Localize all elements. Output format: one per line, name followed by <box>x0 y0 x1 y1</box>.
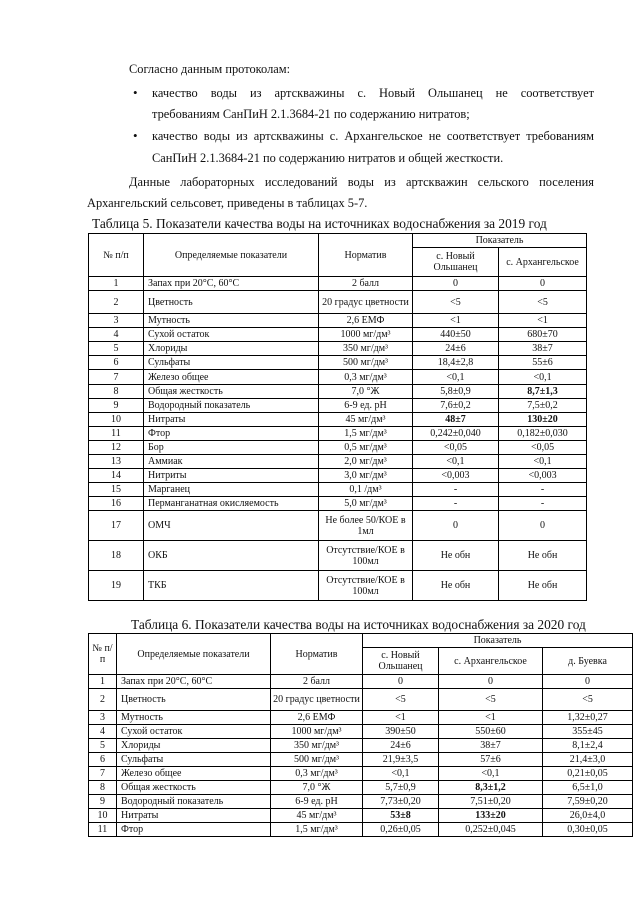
table-row <box>89 767 633 781</box>
norm-value: 350 мг/дм³ <box>319 342 413 356</box>
value-v1: 0 <box>413 511 499 541</box>
value-v2: 0 <box>499 511 587 541</box>
indicator-name: ОМЧ <box>144 511 319 541</box>
table-row <box>89 469 587 483</box>
value-v3: 7,59±0,20 <box>543 795 633 809</box>
value-v1: - <box>413 497 499 511</box>
value-v2: 0 <box>499 277 587 291</box>
row-number: 6 <box>89 356 144 370</box>
value-v3: 1,32±0,27 <box>543 711 633 725</box>
table-6-header-col1: с. Новый Ольшанец <box>363 648 439 675</box>
value-v3: 355±45 <box>543 725 633 739</box>
value-v2: <1 <box>499 314 587 328</box>
norm-value: Отсутствие/КОЕ в 100мл <box>319 571 413 601</box>
value-v2: - <box>499 483 587 497</box>
value-v2: <0,05 <box>499 440 587 454</box>
table-6-header-num: № п/п <box>89 634 117 675</box>
row-number: 14 <box>89 469 144 483</box>
row-number: 19 <box>89 571 144 601</box>
value-v2: <0,1 <box>499 370 587 384</box>
value-v3: 6,5±1,0 <box>543 781 633 795</box>
value-v1: <0,1 <box>413 370 499 384</box>
value-v3: 0,21±0,05 <box>543 767 633 781</box>
norm-value: 20 градус цветности <box>319 291 413 314</box>
row-number: 4 <box>89 328 144 342</box>
bullet-marker: • <box>133 85 138 100</box>
table-6-caption: Таблица 6. Показатели качества воды на источниках водоснабжения за 2020 год <box>131 617 586 632</box>
indicator-name: Аммиак <box>144 455 319 469</box>
bullet-marker: • <box>133 128 138 143</box>
norm-value: 0,1 /дм³ <box>319 483 413 497</box>
row-number: 15 <box>89 483 144 497</box>
norm-value: 2,0 мг/дм³ <box>319 455 413 469</box>
norm-value: 2,6 ЕМФ <box>271 711 363 725</box>
row-number: 13 <box>89 455 144 469</box>
indicator-name: Запах при 20°С, 60°С <box>144 277 319 291</box>
indicator-name: Железо общее <box>144 370 319 384</box>
indicator-name: Цветность <box>144 291 319 314</box>
row-number: 1 <box>89 277 144 291</box>
indicator-name: Нитраты <box>117 809 271 823</box>
value-v2: 130±20 <box>499 412 587 426</box>
norm-value: Отсутствие/КОЕ в 100мл <box>319 541 413 571</box>
norm-value: 500 мг/дм³ <box>271 753 363 767</box>
value-v2: Не обн <box>499 571 587 601</box>
value-v1: 0,242±0,040 <box>413 426 499 440</box>
norm-value: 45 мг/дм³ <box>271 809 363 823</box>
value-v2: 38±7 <box>439 739 543 753</box>
value-v2: 57±6 <box>439 753 543 767</box>
table-6-header-col2: с. Архангельское <box>439 648 543 675</box>
row-number: 2 <box>89 689 117 711</box>
row-number: 10 <box>89 809 117 823</box>
value-v2: <1 <box>439 711 543 725</box>
row-number: 10 <box>89 412 144 426</box>
norm-value: 1000 мг/дм³ <box>271 725 363 739</box>
norm-value: 1,5 мг/дм³ <box>319 426 413 440</box>
value-v2: 8,7±1,3 <box>499 384 587 398</box>
bullet-2-line-2: СанПиН 2.1.3684-21 по содержанию нитратов и общей жесткости. <box>152 151 504 165</box>
table-row <box>89 689 633 711</box>
value-v1: 0 <box>363 675 439 689</box>
row-number: 6 <box>89 753 117 767</box>
indicator-name: ОКБ <box>144 541 319 571</box>
indicator-name: Нитраты <box>144 412 319 426</box>
value-v1: <5 <box>363 689 439 711</box>
table-6-header-col3: д. Буевка <box>543 648 633 675</box>
row-number: 17 <box>89 511 144 541</box>
norm-value: 1,5 мг/дм³ <box>271 823 363 837</box>
indicator-name: Хлориды <box>117 739 271 753</box>
paragraph-line-2: Архангельский сельсовет, приведены в таблицах 5-7. <box>87 196 368 210</box>
value-v1: 48±7 <box>413 412 499 426</box>
table-row <box>89 725 633 739</box>
table-row <box>89 753 633 767</box>
table-row <box>89 511 587 541</box>
value-v1: 0 <box>413 277 499 291</box>
table-row <box>89 370 587 384</box>
indicator-name: Мутность <box>144 314 319 328</box>
table-row <box>89 426 587 440</box>
table-row <box>89 675 633 689</box>
row-number: 8 <box>89 781 117 795</box>
bullet-1-line-1: качество воды из артскважины с. Новый Ольшанец не соответствует <box>152 86 594 100</box>
row-number: 18 <box>89 541 144 571</box>
value-v1: <0,05 <box>413 440 499 454</box>
value-v3: <5 <box>543 689 633 711</box>
row-number: 2 <box>89 291 144 314</box>
table-row <box>89 356 587 370</box>
norm-value: Не более 50/КОЕ в 1мл <box>319 511 413 541</box>
norm-value: 0,3 мг/дм³ <box>319 370 413 384</box>
value-v2: - <box>499 497 587 511</box>
value-v2: 8,3±1,2 <box>439 781 543 795</box>
norm-value: 1000 мг/дм³ <box>319 328 413 342</box>
value-v1: Не обн <box>413 571 499 601</box>
value-v1: 5,7±0,9 <box>363 781 439 795</box>
indicator-name: Запах при 20°С, 60°С <box>117 675 271 689</box>
table-5-header-norm: Норматив <box>319 234 413 277</box>
row-number: 16 <box>89 497 144 511</box>
value-v2: 7,5±0,2 <box>499 398 587 412</box>
table-row <box>89 412 587 426</box>
table-6-header-group: Показатель <box>363 634 633 648</box>
norm-value: 45 мг/дм³ <box>319 412 413 426</box>
value-v2: 55±6 <box>499 356 587 370</box>
row-number: 1 <box>89 675 117 689</box>
value-v1: 0,26±0,05 <box>363 823 439 837</box>
value-v1: 7,6±0,2 <box>413 398 499 412</box>
row-number: 3 <box>89 314 144 328</box>
value-v1: 24±6 <box>413 342 499 356</box>
indicator-name: Марганец <box>144 483 319 497</box>
row-number: 12 <box>89 440 144 454</box>
value-v1: <1 <box>413 314 499 328</box>
norm-value: 20 градус цветности <box>271 689 363 711</box>
value-v1: 440±50 <box>413 328 499 342</box>
indicator-name: Водородный показатель <box>144 398 319 412</box>
row-number: 11 <box>89 426 144 440</box>
indicator-name: Перманганатная окисляемость <box>144 497 319 511</box>
table-row <box>89 398 587 412</box>
table-row <box>89 314 587 328</box>
indicator-name: Общая жесткость <box>144 384 319 398</box>
row-number: 5 <box>89 739 117 753</box>
paragraph-line-1: Данные лабораторных исследований воды из артскважин сельского поселения <box>129 175 594 189</box>
row-number: 9 <box>89 398 144 412</box>
norm-value: 5,0 мг/дм³ <box>319 497 413 511</box>
value-v2: 133±20 <box>439 809 543 823</box>
table-5-header-col2: с. Архангельское <box>499 248 587 277</box>
value-v3: 0 <box>543 675 633 689</box>
table-5-header-indicator: Определяемые показатели <box>144 234 319 277</box>
norm-value: 0,3 мг/дм³ <box>271 767 363 781</box>
indicator-name: Фтор <box>117 823 271 837</box>
indicator-name: Фтор <box>144 426 319 440</box>
value-v3: 8,1±2,4 <box>543 739 633 753</box>
value-v2: <0,1 <box>439 767 543 781</box>
table-6-header-norm: Норматив <box>271 634 363 675</box>
value-v2: 0,182±0,030 <box>499 426 587 440</box>
table-row <box>89 384 587 398</box>
row-number: 4 <box>89 725 117 739</box>
value-v1: <0,003 <box>413 469 499 483</box>
indicator-name: Нитриты <box>144 469 319 483</box>
value-v3: 26,0±4,0 <box>543 809 633 823</box>
value-v1: Не обн <box>413 541 499 571</box>
indicator-name: Водородный показатель <box>117 795 271 809</box>
table-row <box>89 455 587 469</box>
indicator-name: Общая жесткость <box>117 781 271 795</box>
table-row <box>89 711 633 725</box>
indicator-name: Сульфаты <box>117 753 271 767</box>
table-6-header-indicator: Определяемые показатели <box>117 634 271 675</box>
row-number: 5 <box>89 342 144 356</box>
table-row <box>89 291 587 314</box>
norm-value: 7,0 °Ж <box>319 384 413 398</box>
norm-value: 2,6 ЕМФ <box>319 314 413 328</box>
table-5-header-group: Показатель <box>413 234 587 248</box>
table-row <box>89 342 587 356</box>
table-row <box>89 541 587 571</box>
table-6 <box>88 633 633 837</box>
norm-value: 500 мг/дм³ <box>319 356 413 370</box>
value-v1: <5 <box>413 291 499 314</box>
indicator-name: Железо общее <box>117 767 271 781</box>
value-v1: <0,1 <box>413 455 499 469</box>
row-number: 7 <box>89 370 144 384</box>
value-v2: Не обн <box>499 541 587 571</box>
value-v2: 38±7 <box>499 342 587 356</box>
value-v1: 18,4±2,8 <box>413 356 499 370</box>
value-v1: 21,9±3,5 <box>363 753 439 767</box>
table-row <box>89 571 587 601</box>
norm-value: 2 балл <box>319 277 413 291</box>
row-number: 3 <box>89 711 117 725</box>
value-v2: 0 <box>439 675 543 689</box>
table-row <box>89 781 633 795</box>
value-v1: <0,1 <box>363 767 439 781</box>
intro-text: Согласно данным протоколам: <box>129 62 291 76</box>
indicator-name: Бор <box>144 440 319 454</box>
value-v1: - <box>413 483 499 497</box>
row-number: 7 <box>89 767 117 781</box>
value-v1: 7,73±0,20 <box>363 795 439 809</box>
norm-value: 6-9 ед. рН <box>271 795 363 809</box>
bullet-2-line-1: качество воды из артскважины с. Архангельское не соответствует требованиям <box>152 129 594 143</box>
value-v2: <5 <box>499 291 587 314</box>
table-row <box>89 440 587 454</box>
indicator-name: Сухой остаток <box>117 725 271 739</box>
table-5-caption: Таблица 5. Показатели качества воды на источниках водоснабжения за 2019 год <box>92 216 547 231</box>
table-5-header-num: № п/п <box>89 234 144 277</box>
table-row <box>89 277 587 291</box>
value-v2: 680±70 <box>499 328 587 342</box>
row-number: 9 <box>89 795 117 809</box>
value-v1: 53±8 <box>363 809 439 823</box>
norm-value: 3,0 мг/дм³ <box>319 469 413 483</box>
value-v3: 0,30±0,05 <box>543 823 633 837</box>
table-5 <box>88 233 587 601</box>
indicator-name: ТКБ <box>144 571 319 601</box>
norm-value: 2 балл <box>271 675 363 689</box>
indicator-name: Цветность <box>117 689 271 711</box>
indicator-name: Сульфаты <box>144 356 319 370</box>
row-number: 11 <box>89 823 117 837</box>
row-number: 8 <box>89 384 144 398</box>
table-row <box>89 497 587 511</box>
norm-value: 0,5 мг/дм³ <box>319 440 413 454</box>
table-row <box>89 483 587 497</box>
value-v1: 5,8±0,9 <box>413 384 499 398</box>
norm-value: 6-9 ед. рН <box>319 398 413 412</box>
bullet-1-line-2: требованиям СанПиН 2.1.3684-21 по содержанию нитратов; <box>152 107 470 121</box>
value-v3: 21,4±3,0 <box>543 753 633 767</box>
norm-value: 7,0 °Ж <box>271 781 363 795</box>
table-row <box>89 739 633 753</box>
value-v2: 550±60 <box>439 725 543 739</box>
norm-value: 350 мг/дм³ <box>271 739 363 753</box>
indicator-name: Хлориды <box>144 342 319 356</box>
value-v1: 24±6 <box>363 739 439 753</box>
table-row <box>89 823 633 837</box>
indicator-name: Мутность <box>117 711 271 725</box>
value-v2: <5 <box>439 689 543 711</box>
table-5-header-col1: с. Новый Ольшанец <box>413 248 499 277</box>
table-row <box>89 795 633 809</box>
value-v2: 7,51±0,20 <box>439 795 543 809</box>
indicator-name: Сухой остаток <box>144 328 319 342</box>
value-v1: 390±50 <box>363 725 439 739</box>
table-row <box>89 809 633 823</box>
value-v1: <1 <box>363 711 439 725</box>
value-v2: 0,252±0,045 <box>439 823 543 837</box>
value-v2: <0,003 <box>499 469 587 483</box>
table-row <box>89 328 587 342</box>
value-v2: <0,1 <box>499 455 587 469</box>
